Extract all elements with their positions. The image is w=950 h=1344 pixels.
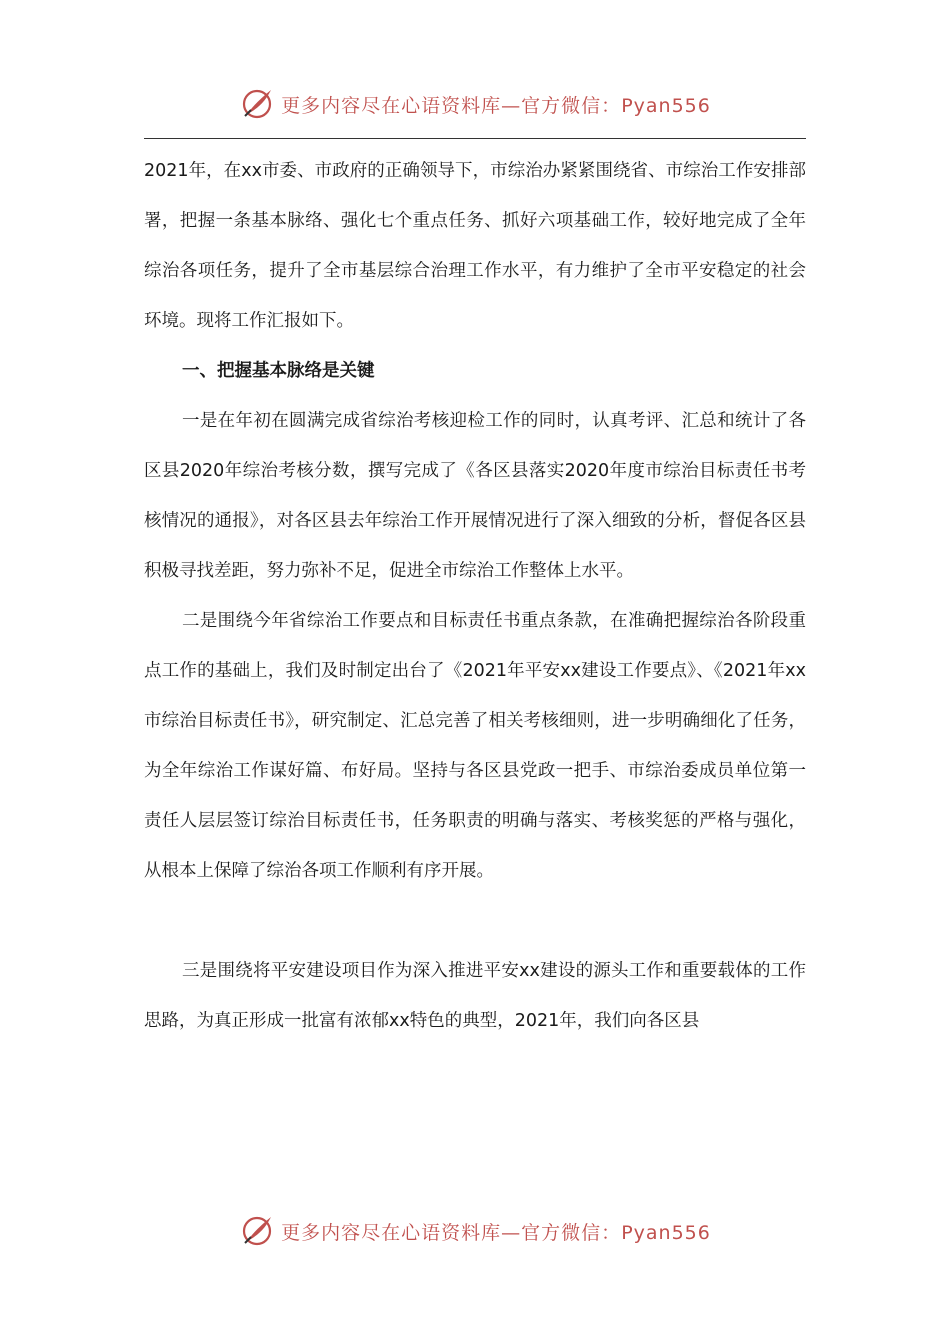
- banner-site: 更多内容尽在心语资料库: [281, 1221, 502, 1244]
- banner-site: 更多内容尽在心语资料库: [281, 94, 502, 117]
- header-banner: [0, 84, 950, 124]
- paragraph-2: 二是围绕今年省综治工作要点和目标责任书重点条款，在准确把握综治各阶段重点工作的基础上，我们及时制定出台了《2021年平安xx建设工作要点》、《2021年xx市综治目标责任书》，研究制定、汇总完善了相关考核细则，进一步明确细化了任务，为全年综治工作谋好篇、布好局。坚持与各区县党政一把手、市综治委成员单位第一责任人层层签订综治目标责任书，任务职责的明确与落实、考核奖惩的严格与强化，从根本上保障了综治各项工作顺利有序开展。: [144, 611, 806, 881]
- banner-wechat-label: 官方微信：: [521, 94, 622, 117]
- header-divider: [144, 138, 806, 139]
- paragraph-3: 三是围绕将平安建设项目作为深入推进平安xx建设的源头工作和重要载体的工作思路，为真正形成一批富有浓郁xx特色的典型，2021年，我们向各区县: [144, 961, 806, 1031]
- document-body: [144, 146, 806, 1046]
- banner-wechat-label: 官方微信：: [521, 1221, 622, 1244]
- quill-pen-logo-icon: [239, 1213, 275, 1249]
- banner-dash: —: [501, 1221, 522, 1244]
- banner-wechat-id: Pyan556: [621, 1221, 711, 1244]
- paragraph-gap: [144, 896, 806, 946]
- intro-paragraph: 2021年，在xx市委、市政府的正确领导下，市综治办紧紧围绕省、市综治工作安排部署，把握一条基本脉络、强化七个重点任务、抓好六项基础工作，较好地完成了全年综治各项任务，提升了全市基层综合治理工作水平，有力维护了全市平安稳定的社会环境。现将工作汇报如下。: [144, 161, 806, 331]
- banner-text: [281, 1218, 711, 1245]
- banner-text: [281, 91, 711, 118]
- footer-banner: [0, 1211, 950, 1251]
- paragraph-1: 一是在年初在圆满完成省综治考核迎检工作的同时，认真考评、汇总和统计了各区县2020年综治考核分数，撰写完成了《各区县落实2020年度市综治目标责任书考核情况的通报》，对各区县去年综治工作开展情况进行了深入细致的分析，督促各区县积极寻找差距，努力弥补不足，促进全市综治工作整体上水平。: [144, 411, 806, 581]
- quill-pen-logo-icon: [239, 86, 275, 122]
- banner-wechat-id: Pyan556: [621, 94, 711, 117]
- banner-dash: —: [501, 94, 522, 117]
- section-heading: 一、把握基本脉络是关键: [182, 361, 375, 381]
